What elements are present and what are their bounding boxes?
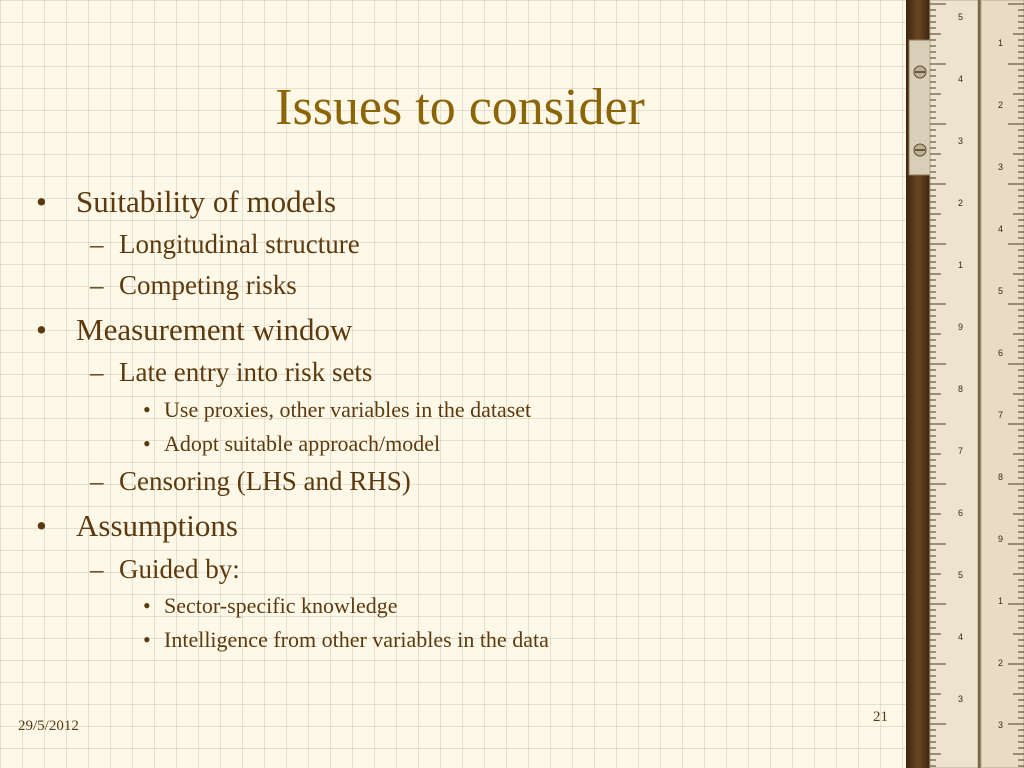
- ruler-label: 8: [958, 384, 964, 394]
- bullet-item: Use proxies, other variables in the dataset: [164, 397, 532, 422]
- bullet-item: Intelligence from other variables in the data: [164, 627, 549, 652]
- ruler-label: 6: [958, 508, 964, 518]
- ruler-label: 9: [958, 322, 964, 332]
- bullet-marker: •: [143, 593, 151, 618]
- ruler-label: 4: [998, 224, 1004, 234]
- ruler-label: 2: [958, 198, 964, 208]
- ruler-label: 4: [958, 74, 964, 84]
- ruler-label: 2: [998, 100, 1004, 110]
- ruler-label: 7: [998, 410, 1004, 420]
- bullet-marker: •: [143, 627, 151, 652]
- ruler-label: 9: [998, 534, 1004, 544]
- bullet-item: Measurement window: [76, 312, 353, 347]
- bullet-item: Guided by:: [119, 554, 240, 584]
- ruler-label: 2: [998, 658, 1004, 668]
- ruler-label: 7: [958, 446, 964, 456]
- bullet-item: Assumptions: [76, 508, 238, 543]
- ruler-decoration: [906, 0, 1024, 768]
- bullet-marker: •: [36, 184, 47, 219]
- bullet-marker: •: [36, 312, 47, 347]
- ruler-label: 3: [998, 162, 1004, 172]
- ruler-label: 3: [958, 694, 964, 704]
- ruler-graphic: [906, 0, 1024, 768]
- bullet-marker: •: [143, 431, 151, 456]
- bullet-item: Suitability of models: [76, 184, 337, 219]
- bullet-item: Late entry into risk sets: [119, 357, 373, 387]
- bullet-item: Competing risks: [119, 270, 297, 300]
- bullet-item: Longitudinal structure: [119, 229, 360, 259]
- ruler-label: 4: [958, 632, 964, 642]
- bullet-marker: –: [90, 270, 104, 300]
- bullet-item: Censoring (LHS and RHS): [119, 466, 411, 496]
- bullet-item: Sector-specific knowledge: [164, 593, 398, 618]
- bullet-marker: –: [90, 357, 104, 387]
- ruler-label: 1: [958, 260, 964, 270]
- ruler-scale-left: [930, 0, 978, 768]
- ruler-label: 8: [998, 472, 1004, 482]
- ruler-label: 5: [998, 286, 1004, 296]
- ruler-label: 3: [998, 720, 1004, 730]
- bullet-marker: –: [90, 554, 104, 584]
- ruler-label: 1: [998, 596, 1004, 606]
- bullet-marker: –: [90, 229, 104, 259]
- footer-date: 29/5/2012: [18, 718, 79, 734]
- slide-title: Issues to consider: [275, 79, 645, 136]
- slide-number: 21: [873, 709, 888, 725]
- ruler-label: 5: [958, 12, 964, 22]
- ruler-label: 3: [958, 136, 964, 146]
- ruler-label: 1: [998, 38, 1004, 48]
- bullet-marker: –: [90, 466, 104, 496]
- ruler-scale-right: [981, 0, 1024, 768]
- bullet-item: Adopt suitable approach/model: [164, 431, 441, 456]
- bullet-marker: •: [143, 397, 151, 422]
- bullet-marker: •: [36, 508, 47, 543]
- ruler-label: 5: [958, 570, 964, 580]
- ruler-label: 6: [998, 348, 1004, 358]
